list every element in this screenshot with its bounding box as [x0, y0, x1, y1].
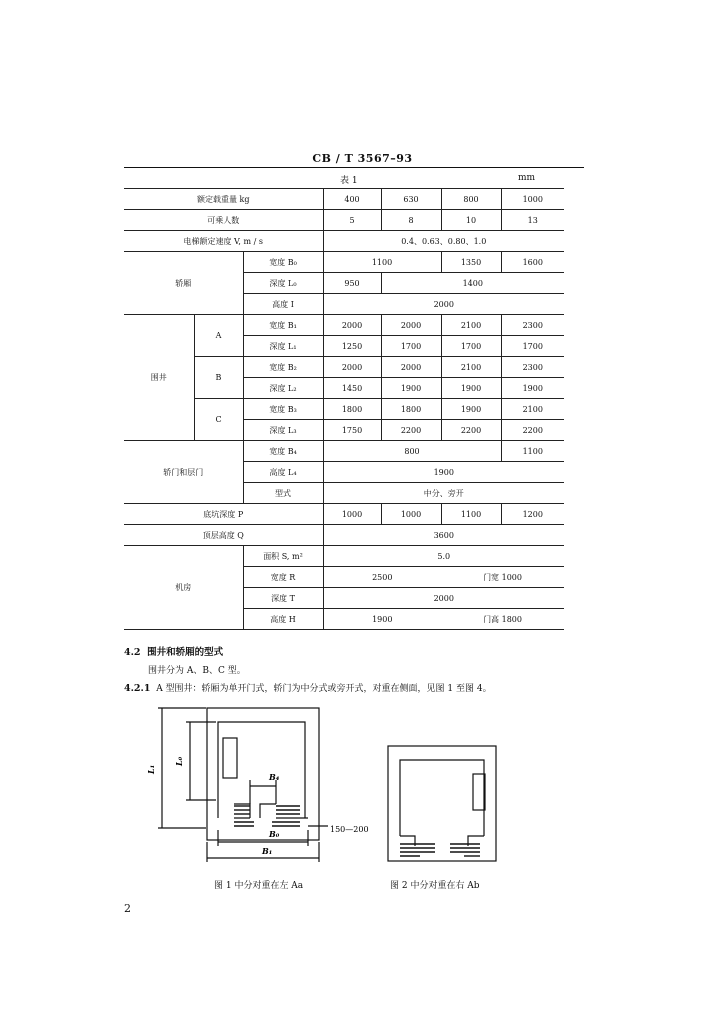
row-label-machine-room: 机房 [124, 546, 243, 630]
table-cell: 1900 [441, 378, 501, 399]
section-title: 围井和轿厢的型式 [147, 647, 224, 658]
row-label-pit: 底坑深度 P [124, 504, 323, 525]
spec-table [124, 188, 564, 630]
table-unit: mm [518, 173, 536, 183]
section-number: 4.2.1 [124, 683, 151, 694]
table-cell: 1450 [323, 378, 381, 399]
table-cell: 1900 [441, 399, 501, 420]
table-cell: 门高 1800 [441, 609, 564, 630]
page-number: 2 [124, 902, 131, 915]
table-cell: 2200 [441, 420, 501, 441]
table-row [124, 231, 564, 252]
table-cell: 1200 [501, 504, 564, 525]
table-row [124, 189, 564, 210]
table-cell: 1800 [381, 399, 441, 420]
table-cell: 2000 [381, 315, 441, 336]
counterweight [223, 738, 237, 778]
table-cell: 宽度 B₂ [243, 357, 323, 378]
table-cell: 10 [441, 210, 501, 231]
table-cell: 1900 [501, 378, 564, 399]
row-label-overhead: 顶层高度 Q [124, 525, 323, 546]
shaft-type-a: A [194, 315, 243, 357]
table-cell: 2000 [323, 294, 564, 315]
table-cell: 宽度 R [243, 567, 323, 588]
shaft-type-c: C [194, 399, 243, 441]
table-cell: 中分、旁开 [323, 483, 564, 504]
figure-2-drawing [380, 738, 510, 868]
table-cell: 高度 L₄ [243, 462, 323, 483]
table-cell: 深度 L₀ [243, 273, 323, 294]
table-row [124, 315, 564, 336]
table-cell: 800 [323, 441, 501, 462]
table-cell: 2100 [501, 399, 564, 420]
table-cell: 宽度 B₃ [243, 399, 323, 420]
row-label-car: 轿厢 [124, 252, 243, 315]
dim-label-b1: B₁ [262, 846, 273, 856]
table-cell: 1400 [381, 273, 564, 294]
table-cell: 2300 [501, 357, 564, 378]
paragraph: A 型围井：轿厢为单开门式，轿门为中分式或旁开式，对重在侧面，见图 1 至图 4。 [156, 684, 492, 694]
section-4-2-text: 围井分为 A、B、C 型。 [148, 666, 246, 676]
table-row [124, 252, 564, 273]
table-cell: 1750 [323, 420, 381, 441]
figure-1-drawing [146, 700, 380, 870]
shaft-outline [207, 708, 319, 840]
table-cell: 面积 S, m² [243, 546, 323, 567]
header-rule [124, 167, 584, 168]
table-cell: 2500 [323, 567, 441, 588]
table-cell: 1900 [323, 609, 441, 630]
table-row [124, 525, 564, 546]
table-cell: 宽度 B₁ [243, 315, 323, 336]
dim-label-b0: B₀ [269, 829, 280, 839]
table-cell: 5 [323, 210, 381, 231]
table-cell: 1900 [323, 462, 564, 483]
table-cell: 3600 [323, 525, 564, 546]
table-cell: 宽度 B₄ [243, 441, 323, 462]
table-cell: 1100 [501, 441, 564, 462]
section-number: 4.2 [124, 647, 141, 658]
dim-label-150-200: 150—200 [330, 825, 369, 834]
table-cell: 2000 [323, 588, 564, 609]
dim-label-l0: L₀ [174, 756, 184, 766]
shaft-type-b: B [194, 357, 243, 399]
table-cell: 型式 [243, 483, 323, 504]
dim-label-l1: L₁ [146, 764, 156, 774]
table-cell: 1700 [501, 336, 564, 357]
table-cell: 1600 [501, 252, 564, 273]
table-cell: 1900 [381, 378, 441, 399]
figure-1-caption: 图 1 中分对重在左 Aa [214, 881, 304, 891]
table-cell: 8 [381, 210, 441, 231]
table-cell: 13 [501, 210, 564, 231]
table-cell: 高度 I [243, 294, 323, 315]
table-cell: 2200 [501, 420, 564, 441]
table-row [124, 546, 564, 567]
section-4-2-heading [124, 644, 223, 658]
table-cell: 深度 T [243, 588, 323, 609]
table-cell: 1800 [323, 399, 381, 420]
table-cell: 1250 [323, 336, 381, 357]
table-cell: 400 [323, 189, 381, 210]
figure-2-caption: 图 2 中分对重在右 Ab [390, 881, 480, 891]
table-cell: 深度 L₂ [243, 378, 323, 399]
table-cell: 800 [441, 189, 501, 210]
table-cell: 0.4、0.63、0.80、1.0 [323, 231, 564, 252]
table-cell: 1700 [381, 336, 441, 357]
table-cell: 2000 [323, 357, 381, 378]
document-header: CB / T 3567–93 [312, 152, 413, 165]
row-label-speed: 电梯额定速度 V, m / s [124, 231, 323, 252]
table-cell: 宽度 B₀ [243, 252, 323, 273]
table-cell: 2100 [441, 357, 501, 378]
table-cell: 1100 [441, 504, 501, 525]
table-cell: 5.0 [323, 546, 564, 567]
dim-label-b4: B₄ [269, 772, 280, 782]
table-cell: 门宽 1000 [441, 567, 564, 588]
table-cell: 2300 [501, 315, 564, 336]
counterweight [473, 774, 485, 810]
table-cell: 630 [381, 189, 441, 210]
table-cell: 1100 [323, 252, 441, 273]
section-4-2-1-text [124, 681, 492, 694]
table-cell: 1000 [381, 504, 441, 525]
table-caption: 表 1 [340, 176, 358, 186]
table-cell: 1350 [441, 252, 501, 273]
table-cell: 深度 L₃ [243, 420, 323, 441]
table-cell: 2100 [441, 315, 501, 336]
table-row [124, 441, 564, 462]
row-label-doors: 轿门和层门 [124, 441, 243, 504]
row-label-rated-load: 额定载重量 kg [124, 189, 323, 210]
table-row [124, 210, 564, 231]
table-cell: 2200 [381, 420, 441, 441]
table-cell: 1000 [501, 189, 564, 210]
table-cell: 高度 H [243, 609, 323, 630]
table-cell: 950 [323, 273, 381, 294]
table-cell: 1000 [323, 504, 381, 525]
table-cell: 1700 [441, 336, 501, 357]
table-row [124, 504, 564, 525]
table-cell: 2000 [323, 315, 381, 336]
table-cell: 深度 L₁ [243, 336, 323, 357]
car-outline [400, 760, 484, 836]
row-label-shaft: 围井 [124, 315, 194, 441]
row-label-passengers: 可乘人数 [124, 210, 323, 231]
table-cell: 2000 [381, 357, 441, 378]
